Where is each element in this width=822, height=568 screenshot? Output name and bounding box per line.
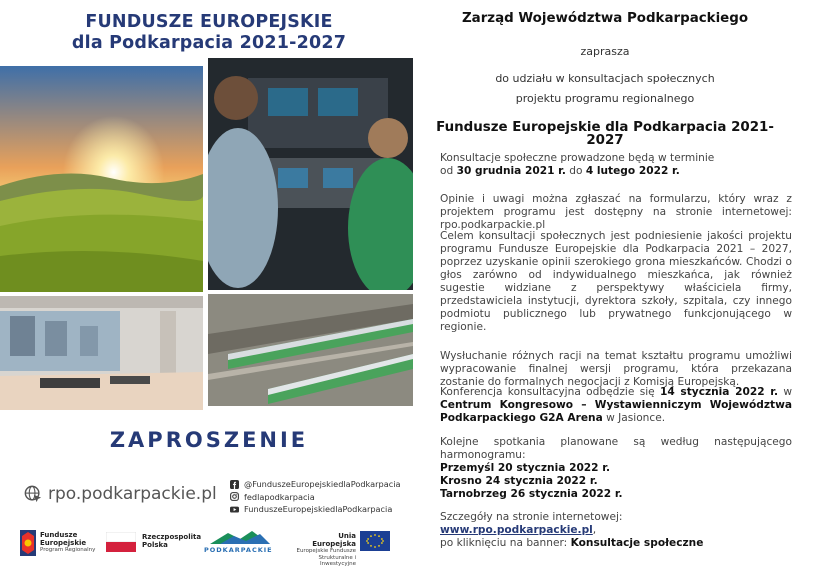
schedule-list — [440, 462, 792, 501]
invitation-heading: ZAPROSZENIE — [109, 428, 309, 452]
website-row[interactable] — [24, 484, 217, 504]
right-panel — [418, 0, 822, 564]
social-links — [230, 478, 401, 516]
youtube-row[interactable]: FunduszeEuropejskiedlaPodkarpacia — [230, 503, 401, 516]
facebook-row[interactable]: @FunduszeEuropejskiedlaPodkarpacia — [230, 478, 401, 491]
logo-strip — [20, 528, 420, 567]
list-item: Tarnobrzeg 26 stycznia 2022 r. — [440, 488, 623, 500]
list-item: Przemyśl 20 stycznia 2022 r. — [440, 462, 610, 474]
program-title: Fundusze Europejskie dla Podkarpacia 2021-2027 — [436, 120, 774, 148]
facebook-icon — [230, 480, 239, 489]
mountains-icon — [210, 530, 270, 544]
eu-flag-icon — [360, 531, 390, 551]
outcome-paragraph: Wysłuchanie różnych racji na temat kształtu programu umożliwi wypracowanie finalnej wersji programu, która przekazana zostanie do formalnych negocjacji z Komisją Europejską. — [440, 350, 792, 388]
consultation-dates: Konsultacje społeczne prowadzone będą w terminie od 30 grudnia 2021 r. do 4 lutego 2022 r. — [440, 152, 715, 177]
rzeczpospolita-polska-logo: Rzeczpospolita Polska — [106, 528, 196, 560]
website-url[interactable]: rpo.podkarpackie.pl — [48, 484, 217, 504]
website-link[interactable]: www.rpo.podkarpackie.pl — [440, 524, 593, 536]
fe-emblem-icon — [20, 530, 36, 556]
banner-name: Konsultacje społeczne — [570, 537, 704, 549]
photo-mosaic — [0, 58, 418, 410]
purpose-paragraph: Celem konsultacji społecznych jest podniesienie jakości projektu programu Fundusze Europejskie dla Podkarpacia 2021 – 2027, poprzez uzyskanie opinii szerokiego grona mieszkańców. Chodzi o głos zarówno od indywidualnego mieszkańca, jak również sugestie widziane z perspektywy właściciela firmy, przedstawiciela instytucji, dyrektora szkoły, szpitala, czy innego podmiotu publicznego lub prywatnego funkcjonującego w regionie. — [440, 230, 792, 333]
podkarpackie-logo: PODKARPACKIE — [202, 528, 288, 560]
details-paragraph: Szczegóły na stronie internetowej: www.rpo.podkarpackie.pl, po kliknięciu na banner: Konsultacje społeczne — [440, 511, 704, 549]
list-item: Krosno 24 stycznia 2022 r. — [440, 475, 598, 487]
brand-title: FUNDUSZE EUROPEJSKIE dla Podkarpacia 2021-2027 — [71, 12, 347, 53]
hall-photo — [0, 296, 203, 410]
consultation-line: do udziału w konsultacjach społecznych — [495, 72, 715, 85]
organizer: Zarząd Województwa Podkarpackiego — [461, 11, 749, 26]
schedule-intro: Kolejne spotkania planowane są według następującego harmonogramu: — [440, 436, 792, 461]
fundusze-europejskie-logo: Fundusze Europejskie Program Regionalny — [20, 528, 100, 560]
train-photo — [208, 294, 413, 406]
invites-text: zaprasza — [580, 45, 630, 58]
unia-europejska-logo: Unia Europejska Europejskie Fundusze Strukturalne i Inwestycyjne — [296, 528, 426, 560]
globe-cursor-icon — [24, 485, 42, 503]
project-line: projektu programu regionalnego — [515, 92, 695, 105]
feedback-paragraph: Opinie i uwagi można zgłaszać na formularzu, który wraz z projektem programu jest dostępny na stronie internetowej: rpo.podkarpackie.pl — [440, 193, 792, 231]
youtube-icon — [230, 505, 239, 514]
landscape-photo — [0, 66, 203, 292]
cockpit-photo — [208, 58, 413, 290]
instagram-row[interactable]: fedlapodkarpacia — [230, 491, 401, 504]
polish-flag-icon — [106, 532, 136, 552]
conference-paragraph: Konferencja konsultacyjna odbędzie się 14 stycznia 2022 r. w Centrum Kongresowo – Wystawienniczym Województwa Podkarpackiego G2A Arena w Jasionce. — [440, 386, 792, 424]
instagram-icon — [230, 492, 239, 501]
